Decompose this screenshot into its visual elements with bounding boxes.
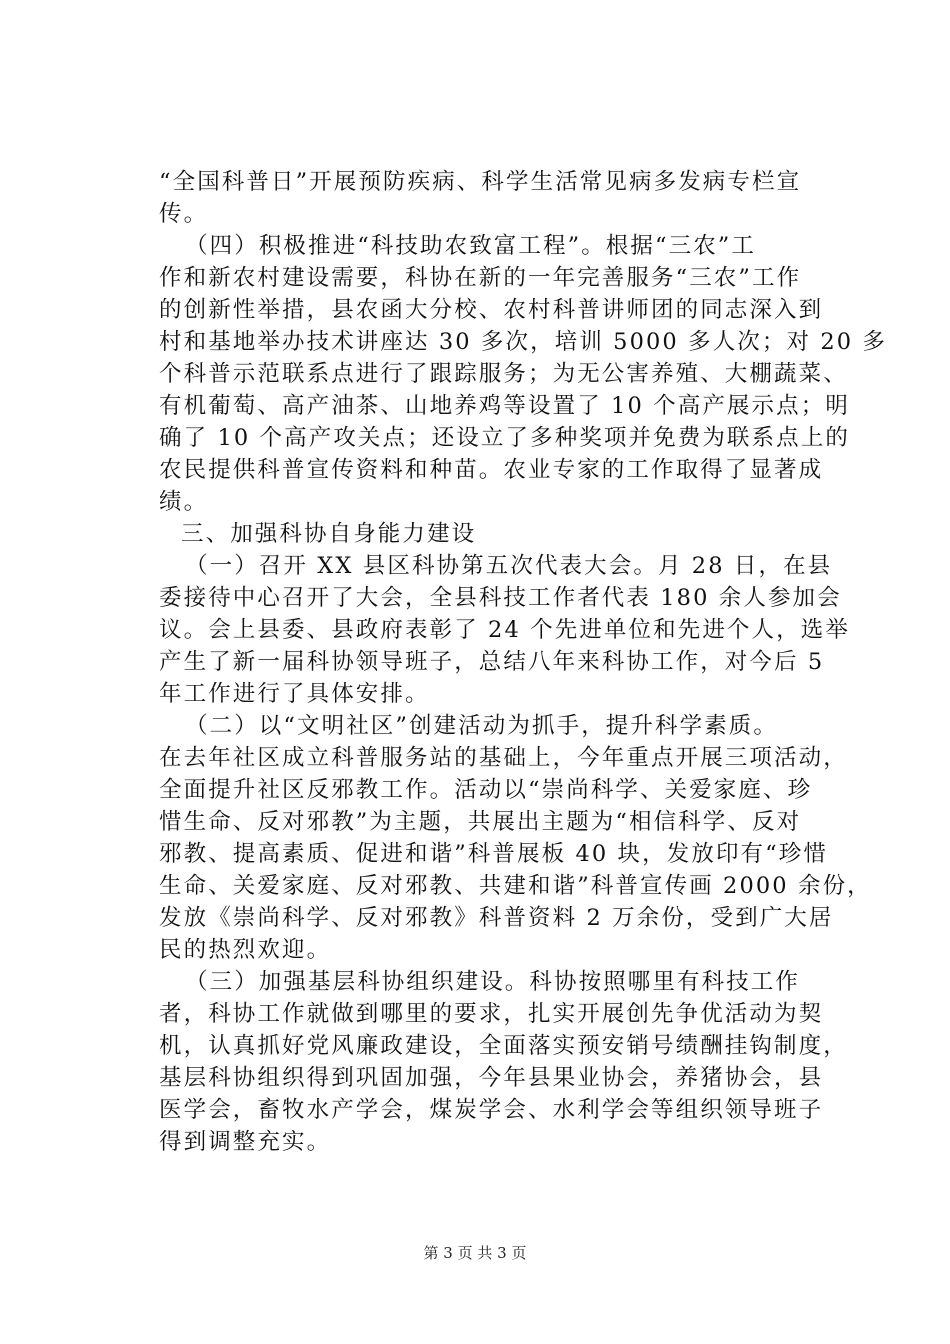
text-line: 的创新性举措，县农函大分校、农村科普讲师团的同志深入到 <box>159 297 824 323</box>
text-line: 年工作进行了具体安排。 <box>159 681 430 707</box>
text-line: 机，认真抓好党风廉政建设，全面落实预安销号绩酬挂钩制度， <box>159 1033 848 1059</box>
page-footer: 第 3 页 共 3 页 <box>423 1244 527 1262</box>
text-line: 个科普示范联系点进行了跟踪服务；为无公害养殖、大棚蔬菜、 <box>159 361 848 387</box>
section-heading: 三、加强科协自身能力建设 <box>181 521 477 547</box>
text-line: 村和基地举办技术讲座达 30 多次，培训 5000 多人次；对 20 多 <box>159 329 888 355</box>
text-line: 委接待中心召开了大会，全县科技工作者代表 180 余人参加会 <box>159 585 842 611</box>
text-line: 农民提供科普宣传资料和种苗。农业专家的工作取得了显著成 <box>159 457 824 483</box>
text-line: 民的热烈欢迎。 <box>159 937 332 963</box>
text-line: 传。 <box>159 201 209 227</box>
text-line: 邪教、提高素质、促进和谐”科普展板 40 块，发放印有“珍惜 <box>159 841 828 867</box>
text-line: （一）召开 XX 县区科协第五次代表大会。月 28 日，在县 <box>185 553 833 579</box>
text-line: 全面提升社区反邪教工作。活动以“崇尚科学、关爱家庭、珍 <box>159 777 813 803</box>
text-line: 惜生命、反对邪教”为主题，共展出主题为“相信科学、反对 <box>159 809 802 835</box>
text-line: 在去年社区成立科普服务站的基础上，今年重点开展三项活动， <box>159 745 848 771</box>
text-line: 议。会上县委、县政府表彰了 24 个先进单位和先进个人，选举 <box>159 617 850 643</box>
text-line: 发放《崇尚科学、反对邪教》科普资料 2 万余份，受到广大居 <box>159 905 834 931</box>
text-line: 有机葡萄、高产油茶、山地养鸡等设置了 10 个高产展示点；明 <box>159 393 850 419</box>
text-line: （三）加强基层科协组织建设。科协按照哪里有科技工作 <box>185 969 801 995</box>
document-body <box>159 166 888 1158</box>
text-line: 产生了新一届科协领导班子，总结八年来科协工作，对今后 5 <box>159 649 825 675</box>
text-line: 绩。 <box>159 489 209 515</box>
text-line: 作和新农村建设需要，科协在新的一年完善服务“三农”工作 <box>159 265 802 291</box>
text-line: （二）以“文明社区”创建活动为抓手，提升科学素质。 <box>185 713 779 739</box>
text-line: 者，科协工作就做到哪里的要求，扎实开展创先争优活动为契 <box>159 1001 824 1027</box>
text-line: （四）积极推进“科技助农致富工程”。根据“三农”工 <box>185 233 757 259</box>
text-line: 基层科协组织得到巩固加强，今年县果业协会，养猪协会，县 <box>159 1065 824 1091</box>
text-line: 得到调整充实。 <box>159 1129 332 1155</box>
text-line: 生命、关爱家庭、反对邪教、共建和谐”科普宣传画 2000 余份， <box>159 873 872 899</box>
text-line: 确了 10 个高产攻关点；还设立了多种奖项并免费为联系点上的 <box>159 425 850 451</box>
text-line: “全国科普日”开展预防疾病、科学生活常见病多发病专栏宣 <box>159 169 802 195</box>
text-line: 医学会，畜牧水产学会，煤炭学会、水利学会等组织领导班子 <box>159 1097 824 1123</box>
